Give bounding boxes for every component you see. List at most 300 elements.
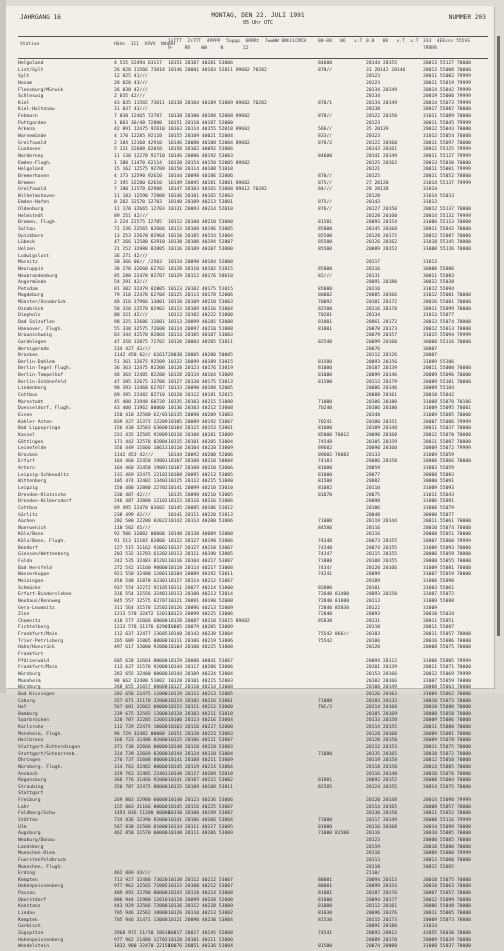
report-group: 71000	[318, 519, 333, 525]
station-name: Fuerstenfeldbruck	[18, 857, 66, 863]
table-row	[18, 566, 488, 573]
report-group: 10108 20095 40213 53005	[168, 472, 233, 478]
report-group: 20100 20151	[366, 419, 398, 425]
report-group: 20119	[366, 844, 381, 850]
table-row	[18, 373, 488, 380]
report-group: 69 395 22482 82710	[114, 393, 165, 399]
table-row	[18, 194, 488, 201]
station-name: Neuhaus/Rennweg	[18, 598, 61, 604]
report-group: 350 787 32475 00000	[114, 784, 168, 790]
table-row	[18, 400, 488, 407]
table-row	[18, 479, 488, 486]
report-group: 10136 20103 40212 53008	[168, 406, 233, 412]
report-group: 20076	[366, 346, 381, 352]
report-group: 26 020 11566 73018	[114, 67, 165, 73]
report-group: 20108 20149	[366, 685, 398, 691]
table-row	[18, 353, 488, 360]
report-group: 20116 20140	[366, 771, 398, 777]
table-row	[18, 393, 488, 400]
table-row	[18, 320, 488, 327]
report-group: 10104 20089 40192 53011	[168, 572, 233, 578]
report-group: 20008 55066 70000	[423, 459, 471, 465]
report-group: 20115 20155	[366, 552, 398, 558]
report-group: 164 460 32450 19801	[114, 466, 168, 472]
report-group: 20112 20161	[366, 904, 398, 910]
report-group: 1213 578 31376 62907	[114, 625, 171, 631]
report-group: 20116	[366, 532, 381, 538]
report-group: 31009 55088	[423, 598, 455, 604]
report-group: 30011 55083	[423, 273, 455, 279]
report-group: 85000	[318, 286, 333, 292]
report-group: 10151 20120 40223 53003	[168, 731, 233, 737]
report-group: 10115 20101 40205 53004	[168, 439, 233, 445]
station-name: Kahler Asten	[18, 419, 52, 425]
station-name: Emden-Flugh.	[18, 160, 52, 166]
table-row	[18, 68, 488, 75]
report-group: 10144 20117 40206 53006	[168, 665, 233, 671]
table-row	[18, 918, 488, 925]
column-station: Station	[20, 42, 40, 47]
report-group: 10105 20089 40192 53007	[168, 419, 233, 425]
table-row	[18, 519, 488, 526]
report-group: 81000	[318, 366, 333, 372]
column-codes-c: 00-08 06 v.T	[318, 39, 363, 44]
report-group: 20011 55087 70000	[423, 439, 471, 445]
report-group: 30011 55019 79999	[423, 80, 471, 86]
report-group: 20143	[366, 200, 381, 206]
table-row	[18, 685, 488, 692]
report-group: 71000 81500	[318, 831, 350, 837]
report-group: 10122 20127 40198 53006	[168, 539, 233, 545]
station-name: Feldberg/Schw.	[18, 811, 58, 817]
report-group: 85000	[318, 266, 333, 272]
report-group: 10122 20099 40189 53015	[168, 359, 233, 365]
station-name: Fichtelberg	[18, 625, 50, 631]
report-group: 10123 20102 40175 51815	[168, 286, 233, 292]
report-group: 234 427 42///	[114, 346, 151, 352]
report-group: 20117	[366, 260, 381, 266]
report-group: 10143 20118 40214 53000	[168, 891, 233, 897]
report-group: 10131 20093 40214 52010	[168, 207, 233, 213]
report-group: 10147 20103 40165 51008 89612 70282	[168, 187, 267, 193]
table-row	[18, 121, 488, 128]
report-group: 20088 20161	[366, 393, 398, 399]
station-name: Hahn/Hunsrück	[18, 645, 55, 651]
table-row	[18, 440, 488, 447]
station-name: Muenchen, Flugh.	[18, 864, 64, 870]
report-group: 239 675 32565 12000	[114, 711, 168, 717]
report-group: 81070	[318, 492, 333, 498]
station-name: Coburg	[18, 698, 35, 704]
station-name: Leinefelde	[18, 446, 47, 452]
report-group: 42055 56030 70000	[423, 930, 471, 936]
report-group: 96 729 32482 00000	[114, 731, 165, 737]
report-group: 20017 55087 70000	[423, 107, 471, 113]
station-name: Pfälzerwald	[18, 658, 50, 664]
year-label: JAHRGANG 16	[20, 14, 61, 21]
table-row	[18, 898, 488, 905]
station-name: Cuxhaven	[18, 147, 41, 153]
report-group: 242 535 32483 81201	[114, 559, 168, 565]
report-group: 20141 20149	[366, 153, 398, 159]
report-group: 11 170 32665 12703	[114, 207, 165, 213]
report-group: 269 803 32980 00000	[114, 798, 168, 804]
report-group: 20133	[366, 452, 381, 458]
station-name: Cottbus	[18, 505, 38, 511]
report-group: 72840 85030	[318, 605, 350, 611]
report-group: 55 338 32575 72608	[114, 326, 165, 332]
station-name: Giessen/Wettenberg	[18, 552, 69, 558]
report-group: 734 836 32390 82000	[114, 818, 168, 824]
table-row	[18, 606, 488, 613]
report-group: 74548	[318, 439, 333, 445]
report-group: 1832 980 32470 22150	[114, 944, 171, 950]
table-row	[18, 486, 488, 493]
report-group: 20125	[366, 173, 381, 179]
report-group: 75542	[318, 638, 333, 644]
report-group: 48 316 37966 13001	[114, 300, 165, 306]
station-name: Wilhelmshaven	[18, 193, 55, 199]
report-group: 10142 20114 40200 51806	[168, 519, 233, 525]
report-group: 1142 453 42///	[114, 452, 154, 458]
report-group: 20116 20168	[366, 824, 398, 830]
station-name: Oberstdorf	[18, 897, 47, 903]
report-group: 31018 55145 70000	[423, 240, 471, 246]
station-name: Gera-Leumnitz	[18, 605, 55, 611]
report-group: 10121 20091 40190 52008	[168, 598, 233, 604]
table-row	[18, 333, 488, 340]
station-name: Aachen	[18, 519, 35, 525]
report-group: 20099	[366, 572, 381, 578]
report-group: 81000	[318, 373, 333, 379]
table-row	[18, 772, 488, 779]
table-row	[18, 944, 488, 951]
report-group: 20118	[366, 864, 381, 870]
report-group: 246 487 32880 12102	[114, 499, 168, 505]
report-group: 30000 55086	[423, 266, 455, 272]
table-row	[18, 214, 488, 221]
report-group: 20086 20146	[366, 386, 398, 392]
table-row	[18, 327, 488, 334]
report-group: 20123	[366, 837, 381, 843]
report-group: 10127 20110 40214 53008	[168, 685, 233, 691]
report-group: 20010 55075 70000	[423, 877, 471, 883]
report-group: 20121	[366, 167, 381, 173]
report-group: 10140 20111 40206 53009	[168, 831, 233, 837]
report-group: 70C/2	[318, 705, 333, 711]
number-label: NUMMER 203	[448, 14, 486, 21]
station-name: Neuruppin	[18, 266, 44, 272]
table-row	[18, 453, 488, 460]
report-group: 20105 20159	[366, 439, 398, 445]
report-group: 875//	[318, 200, 333, 206]
report-group: 20011 55051	[423, 618, 455, 624]
table-row	[18, 420, 488, 427]
report-group: 171 442 32578 82804	[114, 439, 168, 445]
report-group: 20089 20170	[366, 937, 398, 943]
column-header	[18, 38, 488, 58]
report-group: 10141 20099 40210 53010	[168, 486, 233, 491]
table-row	[18, 127, 488, 134]
station-name: Dresden-Klotzsche	[18, 492, 66, 498]
report-group: 10113 20100 40213 53014	[168, 592, 233, 598]
report-group: 20073 20155	[366, 539, 398, 545]
station-name: Stuttgart	[18, 791, 44, 797]
report-group: 85500	[318, 233, 333, 239]
report-group: 20016 55086 70000	[423, 638, 471, 644]
report-group: 20010 55080 70000	[423, 705, 471, 711]
report-group: 10128 20103 40211 53010	[168, 711, 233, 717]
station-name: Zinn	[18, 612, 30, 618]
report-group: 20116	[366, 851, 381, 857]
station-name: Artern	[18, 466, 35, 472]
station-name: Meiningen	[18, 578, 44, 584]
report-group: 10129 20112 40176 50610	[168, 273, 233, 279]
report-group: 20116	[366, 831, 381, 837]
table-row	[18, 851, 488, 858]
report-group: 71000	[318, 818, 333, 824]
report-group: 230 487 42///	[114, 492, 151, 498]
report-group: 31008 55070 70106	[423, 399, 471, 405]
table-row	[18, 579, 488, 586]
report-group: 20116	[366, 525, 381, 531]
table-row	[18, 220, 488, 227]
table-row	[18, 785, 488, 792]
report-group: 81082	[318, 486, 333, 491]
station-name: Greifswald	[18, 187, 47, 193]
report-group: 20000 55085 70000	[423, 837, 471, 843]
report-group: 10129 20080 40041 53007	[168, 658, 233, 664]
station-name: Braunschweig	[18, 333, 52, 339]
report-group: 82///	[318, 273, 333, 279]
table-row	[18, 307, 488, 314]
report-group: 10134 20111 40217 53005	[168, 824, 233, 830]
station-name: Neubrandenburg	[18, 273, 58, 279]
table-row	[18, 791, 488, 798]
report-group: 566//	[318, 127, 333, 133]
report-group: 31009	[423, 605, 438, 611]
station-name: Warnemünde	[18, 134, 47, 140]
report-group: 10133 20090 40188 52005	[168, 386, 233, 392]
station-name: Potsdam	[18, 286, 38, 292]
station-name: Stuttgart/Schnarrenb.	[18, 751, 78, 757]
report-group: 85500	[318, 240, 333, 246]
report-group: 705 946 32562 10000	[114, 911, 168, 916]
report-group: 75542 866//	[318, 632, 350, 638]
report-group: 20133 20150	[366, 718, 398, 724]
report-group: 20007	[423, 353, 438, 359]
report-group: 0 202 32570 12703	[114, 200, 162, 206]
table-row	[18, 493, 488, 500]
station-name: Trier-Petrisberg	[18, 638, 64, 644]
report-group: 30000 55077	[423, 512, 455, 518]
report-group: 20110	[366, 486, 381, 491]
table-row	[18, 705, 488, 712]
table-row	[18, 539, 488, 546]
table-row	[18, 572, 488, 579]
report-group: 20110	[366, 625, 381, 631]
column-codes-e: 333 4EEsss 555SS	[423, 39, 471, 44]
report-group: 567 681 32662 00000	[114, 705, 168, 711]
table-row	[18, 240, 488, 247]
table-row	[18, 625, 488, 632]
report-group: 28 028 43///	[114, 80, 148, 86]
report-group: 10113 20102 40222 51000	[168, 313, 233, 319]
report-group: 20011 55081 79999	[423, 167, 471, 173]
report-group: 567 838 31580 01000	[114, 824, 168, 830]
report-group: 20131	[366, 273, 381, 279]
report-group: 462 850 31570 00000	[114, 831, 168, 837]
report-group: 10144 20109 40224 53004	[168, 671, 233, 677]
table-row	[18, 632, 488, 639]
report-group: 977 962 32565 72805	[114, 884, 168, 890]
table-row	[18, 81, 488, 88]
report-group: 5 131 32680 62010	[114, 147, 162, 153]
report-group: 20109	[366, 578, 381, 584]
report-group: 74347	[318, 552, 333, 558]
report-group: 81001	[318, 319, 333, 325]
report-group: 10135 20103 40215 51000	[168, 399, 233, 405]
report-group: 806 944 11980 12010	[114, 897, 168, 903]
report-group: 20131	[366, 618, 381, 624]
table-row	[18, 380, 488, 387]
report-group: 20014 55085 70000	[423, 764, 471, 770]
station-name: Öhringen	[18, 758, 41, 764]
report-group: 10135 20098 40209 53003	[168, 412, 233, 418]
report-group: 113 637 31578 92000	[114, 665, 168, 671]
station-name: Heilbronn	[18, 738, 44, 744]
report-group: 7 180 11570 62908	[114, 187, 162, 193]
report-group: 20010 55063 70000	[423, 884, 471, 890]
report-group: 10113 20108 40196 53005	[168, 227, 233, 233]
report-group: 20108 20155	[366, 559, 398, 565]
report-group: 35 20139	[366, 127, 389, 133]
station-name: Köln/Bonn	[18, 532, 44, 538]
report-group: 31014 55033	[423, 193, 455, 199]
report-group: 31007 55059 70000	[423, 678, 471, 684]
report-group: 20122	[366, 605, 381, 611]
report-group: 20143 20161	[366, 147, 398, 153]
report-group: 10112 20108 40210 53008	[168, 220, 233, 226]
report-group: 81000	[318, 824, 333, 830]
report-group: 20092 20152	[366, 778, 398, 784]
report-group: 268 655 31657 00000	[114, 685, 168, 691]
report-group: 10163 20114 40155 52010 89602	[168, 127, 250, 133]
table-row	[18, 619, 488, 626]
report-group: 70092	[318, 300, 333, 306]
report-group: 10125 20113 40178 52006	[168, 293, 233, 299]
report-group: 20011 55052 70000	[423, 811, 471, 817]
report-group: 12 025 41///	[114, 74, 148, 80]
table-row	[18, 878, 488, 885]
report-group: 20123	[366, 134, 381, 140]
report-group: 10146 20080 40188 52004 89602	[168, 140, 250, 146]
report-group: 10130 20154 40150 52005 89602	[168, 160, 250, 166]
table-row	[18, 745, 488, 752]
report-group: 112 729 22475 10000	[114, 725, 168, 731]
report-group: 1142 450 02// 61617	[114, 353, 168, 359]
report-group: 20101	[366, 585, 381, 591]
report-group: 20128	[366, 193, 381, 199]
table-row	[18, 340, 488, 347]
table-row	[18, 818, 488, 825]
report-group: 7 038 12465 72707	[114, 114, 162, 120]
report-group: 155 803 31166 00000	[114, 804, 168, 810]
report-group: 20010 55034	[423, 612, 455, 618]
report-group: 20119 20158	[366, 758, 398, 764]
station-name: Kiel-Holtenau	[18, 107, 55, 113]
station-name: Husum	[18, 80, 33, 86]
table-row	[18, 526, 488, 533]
report-group: 80001	[318, 877, 333, 883]
report-group: 31011 55089 70000	[423, 114, 471, 120]
report-group: 20009 55081 70000	[423, 731, 471, 737]
station-name: Köln/Bonn, Flugh.	[18, 539, 66, 545]
station-name: Wittenberg	[18, 479, 47, 485]
report-group: 156 430 32583 63000	[114, 426, 168, 432]
report-group: 20128 20172	[366, 233, 398, 239]
report-group: 81000	[318, 472, 333, 478]
report-group: 20011 55085 70000	[423, 911, 471, 916]
table-row	[18, 274, 488, 281]
report-group: 10085 20079 40205 53009	[168, 625, 233, 631]
report-group: 83 344 42570 82804	[114, 333, 165, 339]
report-group: 10113 20099 40185 53008	[168, 319, 233, 325]
report-group: 81001	[318, 891, 333, 897]
report-group: 418 577 31666 60000	[114, 618, 168, 624]
report-group: 314 739 22669 82000	[114, 751, 168, 757]
station-name: Emden-Hafen	[18, 200, 50, 206]
report-group: 7434/	[318, 565, 333, 571]
report-group: 10136 20112 40220 53009	[168, 904, 233, 910]
table-row	[18, 718, 488, 725]
report-group: 20011 55071 70000	[423, 665, 471, 671]
report-group: 20012 55087 70000	[423, 233, 471, 239]
table-row	[18, 426, 488, 433]
table-row	[18, 798, 488, 805]
report-group: 47 385 32675 32708	[114, 379, 165, 385]
report-group: 20093 20154	[366, 220, 398, 226]
report-group: 20008 55084 70000	[423, 778, 471, 784]
report-group: 937 554 32272 92105	[114, 585, 168, 591]
report-group: 10114 20105 40107 53003	[168, 333, 233, 339]
report-group: 31 037 43///	[114, 107, 148, 113]
report-group: 71000	[318, 399, 333, 405]
station-name: Augsburg	[18, 831, 41, 837]
report-group: 20091 20180	[366, 280, 398, 286]
station-name: Erfurt-Bindersleben	[18, 592, 72, 598]
report-group: 20010 55076 70000	[423, 771, 471, 777]
report-group: 20012 55043 70000	[423, 127, 471, 133]
report-group: 10149 20095 40181 53001 89602	[168, 180, 250, 186]
column-codes-a: Höhe 111 XXVV NddHH	[114, 42, 175, 47]
table-row	[18, 254, 488, 261]
station-name: Sylt	[18, 74, 30, 80]
report-group: 20113 20179	[366, 379, 398, 385]
report-group: 27 20128	[366, 180, 389, 186]
report-group: 10141 20108 40211 53009	[168, 758, 233, 764]
report-group: 31009 55093	[423, 486, 455, 491]
report-group: 31006 55091	[423, 499, 455, 505]
station-name: Bad Hersfeld	[18, 565, 52, 571]
report-group: 20011 55002 79999	[423, 74, 471, 80]
station-name: Bremerhaven	[18, 173, 50, 179]
station-name: Brocken	[18, 353, 38, 359]
report-group: 20014 55099 70000	[423, 824, 471, 830]
report-group: 10141 20106 40206 53004	[168, 818, 233, 824]
report-group: 20134	[366, 313, 381, 319]
report-group: 20010 55085 70000	[423, 831, 471, 837]
